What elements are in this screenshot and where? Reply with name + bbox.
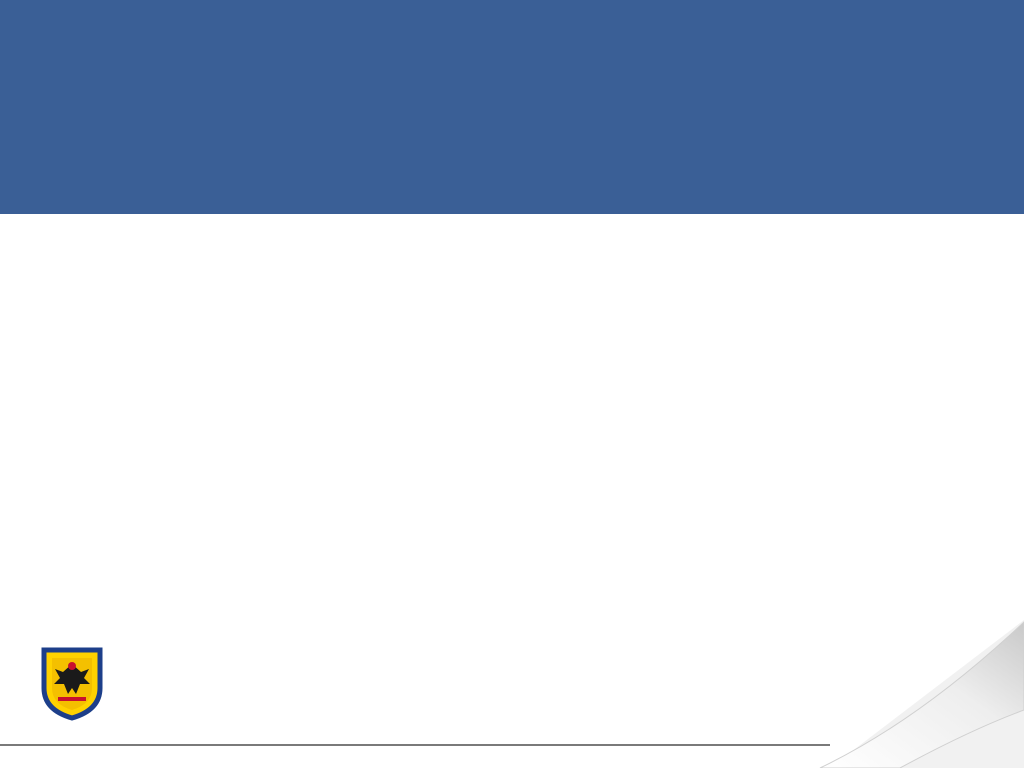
footer-divider	[0, 744, 830, 746]
title-banner	[0, 0, 1024, 214]
bogota-humana-logo	[922, 706, 1012, 762]
bogota-coat-of-arms-icon	[22, 644, 122, 726]
bullet-list	[110, 262, 962, 298]
